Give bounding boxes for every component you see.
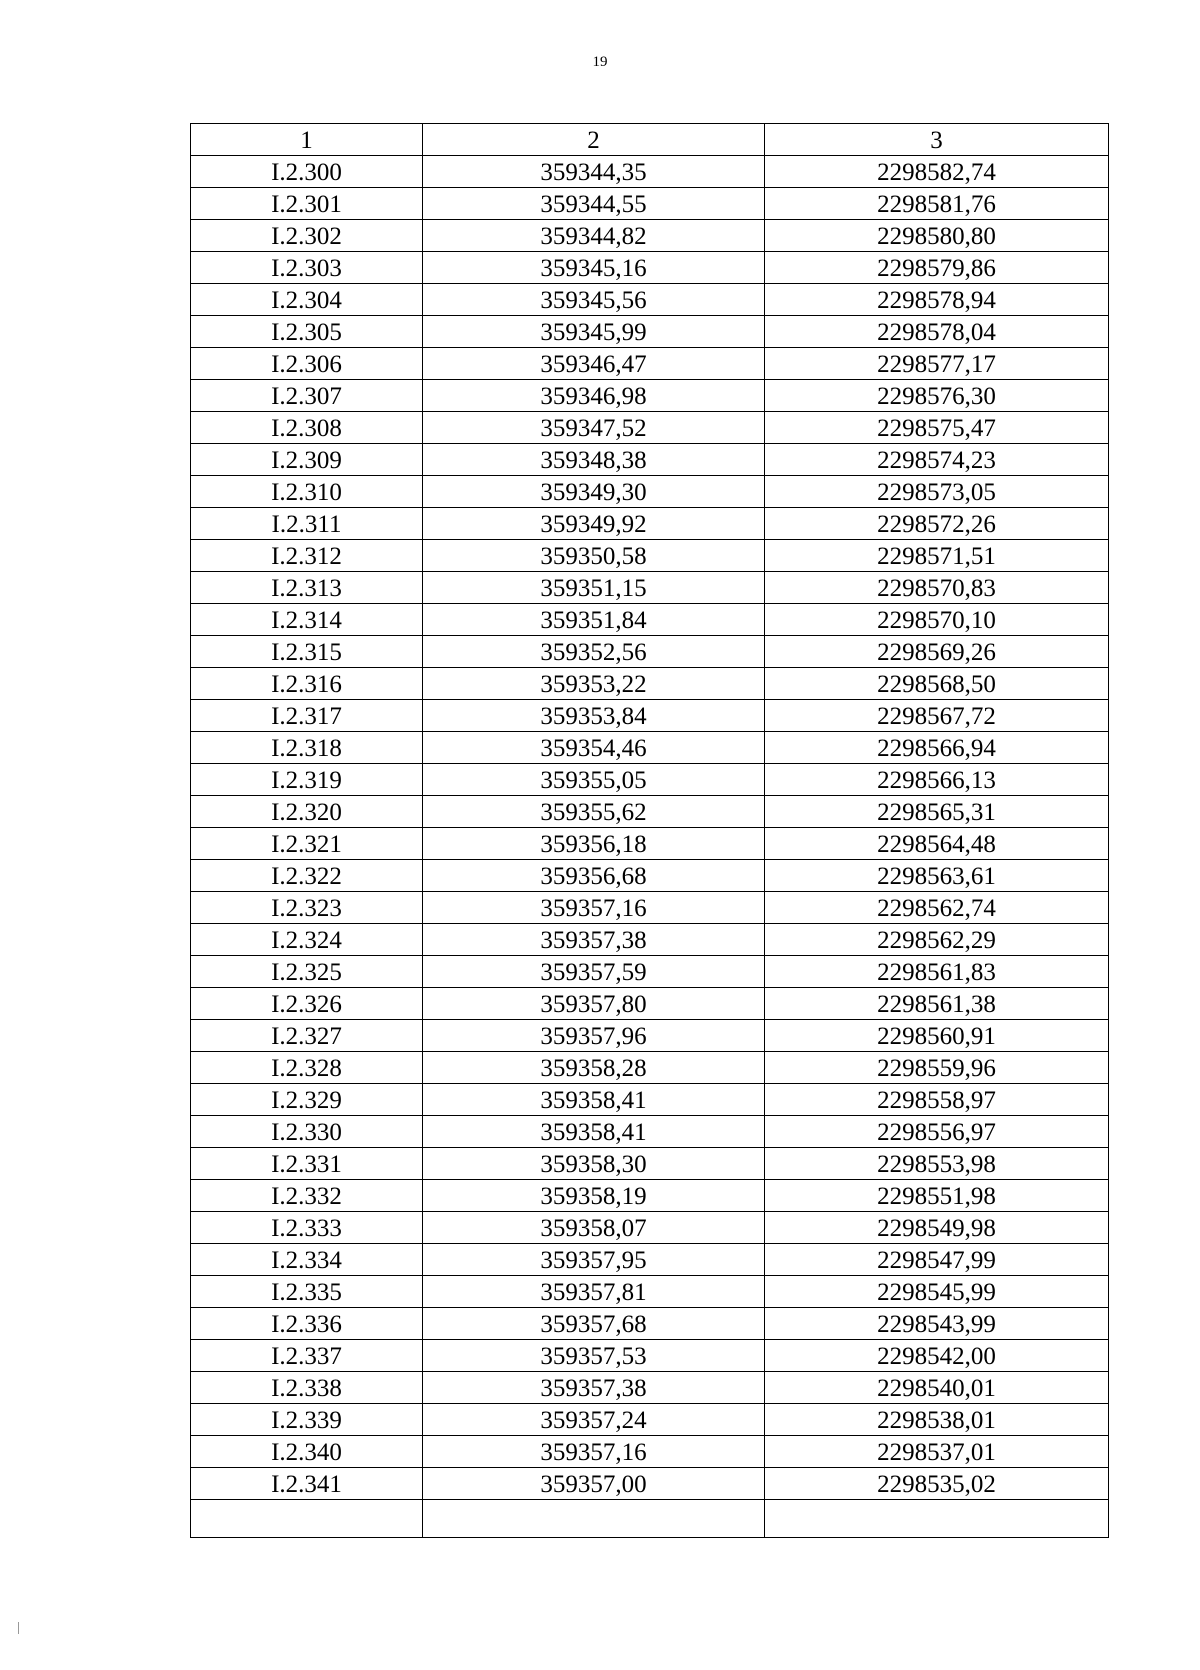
table-row [191,1372,1109,1404]
point-id-cell: I.2.320 [191,796,423,828]
table-row [191,540,1109,572]
coordinate-x-cell: 359357,80 [423,988,765,1020]
point-id-cell: I.2.308 [191,412,423,444]
point-id-cell: I.2.313 [191,572,423,604]
coordinate-y-cell: 2298574,23 [765,444,1109,476]
coordinate-y-cell: 2298575,47 [765,412,1109,444]
table-row [191,1340,1109,1372]
coordinate-x-cell: 359344,35 [423,156,765,188]
coordinate-x-cell: 359348,38 [423,444,765,476]
table-row [191,284,1109,316]
point-id-cell: I.2.335 [191,1276,423,1308]
point-id-cell: I.2.332 [191,1180,423,1212]
table-row [191,1404,1109,1436]
coordinate-y-cell: 2298576,30 [765,380,1109,412]
coordinate-y-cell: 2298540,01 [765,1372,1109,1404]
coordinate-y-cell: 2298566,94 [765,732,1109,764]
table-row [191,380,1109,412]
point-id-cell: I.2.328 [191,1052,423,1084]
coordinate-y-cell: 2298543,99 [765,1308,1109,1340]
table-row [191,796,1109,828]
coordinate-x-cell: 359350,58 [423,540,765,572]
point-id-cell: I.2.312 [191,540,423,572]
table-row [191,1180,1109,1212]
empty-cell [191,1500,423,1538]
point-id-cell: I.2.325 [191,956,423,988]
coordinate-x-cell: 359355,05 [423,764,765,796]
coordinate-y-cell: 2298538,01 [765,1404,1109,1436]
coordinate-y-cell: 2298562,29 [765,924,1109,956]
coordinate-y-cell: 2298535,02 [765,1468,1109,1500]
coordinate-y-cell: 2298547,99 [765,1244,1109,1276]
point-id-cell: I.2.303 [191,252,423,284]
table-row [191,220,1109,252]
point-id-cell: I.2.304 [191,284,423,316]
coordinate-y-cell: 2298569,26 [765,636,1109,668]
coordinate-x-cell: 359357,38 [423,924,765,956]
table-row [191,1084,1109,1116]
coordinate-y-cell: 2298578,04 [765,316,1109,348]
coordinate-y-cell: 2298567,72 [765,700,1109,732]
scan-artifact-mark [18,1622,19,1634]
coordinate-y-cell: 2298558,97 [765,1084,1109,1116]
column-header-1: 1 [191,124,423,156]
coordinate-y-cell: 2298542,00 [765,1340,1109,1372]
coordinate-y-cell: 2298573,05 [765,476,1109,508]
coordinate-y-cell: 2298577,17 [765,348,1109,380]
coordinate-x-cell: 359358,41 [423,1116,765,1148]
coordinate-y-cell: 2298572,26 [765,508,1109,540]
coordinate-y-cell: 2298551,98 [765,1180,1109,1212]
point-id-cell: I.2.319 [191,764,423,796]
coordinate-x-cell: 359353,84 [423,700,765,732]
coordinate-x-cell: 359357,16 [423,1436,765,1468]
point-id-cell: I.2.305 [191,316,423,348]
table-row [191,572,1109,604]
point-id-cell: I.2.334 [191,1244,423,1276]
point-id-cell: I.2.311 [191,508,423,540]
table-row [191,252,1109,284]
coordinate-y-cell: 2298568,50 [765,668,1109,700]
table-row [191,348,1109,380]
point-id-cell: I.2.339 [191,1404,423,1436]
point-id-cell: I.2.327 [191,1020,423,1052]
coordinate-x-cell: 359347,52 [423,412,765,444]
coordinate-y-cell: 2298562,74 [765,892,1109,924]
coordinate-x-cell: 359357,00 [423,1468,765,1500]
table-row [191,668,1109,700]
coordinate-y-cell: 2298580,80 [765,220,1109,252]
coordinate-y-cell: 2298561,38 [765,988,1109,1020]
point-id-cell: I.2.306 [191,348,423,380]
coordinate-y-cell: 2298553,98 [765,1148,1109,1180]
coordinate-y-cell: 2298549,98 [765,1212,1109,1244]
point-id-cell: I.2.341 [191,1468,423,1500]
table-row [191,828,1109,860]
empty-table-row [191,1500,1109,1538]
table-row [191,860,1109,892]
empty-cell [765,1500,1109,1538]
table-row [191,1052,1109,1084]
table-row [191,892,1109,924]
coordinate-y-cell: 2298582,74 [765,156,1109,188]
point-id-cell: I.2.300 [191,156,423,188]
point-id-cell: I.2.331 [191,1148,423,1180]
point-id-cell: I.2.315 [191,636,423,668]
header-row [191,124,1109,156]
coordinate-x-cell: 359357,96 [423,1020,765,1052]
coordinate-y-cell: 2298545,99 [765,1276,1109,1308]
coordinate-x-cell: 359345,16 [423,252,765,284]
column-header-3: 3 [765,124,1109,156]
point-id-cell: I.2.338 [191,1372,423,1404]
coordinate-x-cell: 359352,56 [423,636,765,668]
coordinate-x-cell: 359358,28 [423,1052,765,1084]
coordinate-x-cell: 359345,99 [423,316,765,348]
column-header-2: 2 [423,124,765,156]
point-id-cell: I.2.301 [191,188,423,220]
coordinate-x-cell: 359353,22 [423,668,765,700]
table-header [191,124,1109,156]
coordinate-x-cell: 359344,82 [423,220,765,252]
point-id-cell: I.2.318 [191,732,423,764]
coordinate-x-cell: 359358,07 [423,1212,765,1244]
coordinate-y-cell: 2298556,97 [765,1116,1109,1148]
coordinate-x-cell: 359357,53 [423,1340,765,1372]
coordinate-y-cell: 2298563,61 [765,860,1109,892]
coordinate-x-cell: 359356,68 [423,860,765,892]
coordinate-x-cell: 359358,19 [423,1180,765,1212]
table-row [191,1276,1109,1308]
coordinate-x-cell: 359351,15 [423,572,765,604]
point-id-cell: I.2.336 [191,1308,423,1340]
table-row [191,444,1109,476]
coordinate-y-cell: 2298579,86 [765,252,1109,284]
coordinate-y-cell: 2298571,51 [765,540,1109,572]
table-row [191,636,1109,668]
point-id-cell: I.2.323 [191,892,423,924]
table-row [191,508,1109,540]
table-row [191,316,1109,348]
coordinate-x-cell: 359357,95 [423,1244,765,1276]
coordinate-y-cell: 2298560,91 [765,1020,1109,1052]
coordinate-y-cell: 2298566,13 [765,764,1109,796]
coordinate-x-cell: 359345,56 [423,284,765,316]
coordinate-x-cell: 359355,62 [423,796,765,828]
coordinates-table [190,123,1109,1538]
table-row [191,1308,1109,1340]
point-id-cell: I.2.329 [191,1084,423,1116]
table-row [191,956,1109,988]
table-row [191,764,1109,796]
coordinate-x-cell: 359346,47 [423,348,765,380]
coordinate-x-cell: 359349,30 [423,476,765,508]
point-id-cell: I.2.324 [191,924,423,956]
coordinate-x-cell: 359357,59 [423,956,765,988]
coordinate-y-cell: 2298561,83 [765,956,1109,988]
table-row [191,1116,1109,1148]
coordinate-x-cell: 359356,18 [423,828,765,860]
coordinate-y-cell: 2298537,01 [765,1436,1109,1468]
coordinate-y-cell: 2298570,83 [765,572,1109,604]
point-id-cell: I.2.302 [191,220,423,252]
point-id-cell: I.2.314 [191,604,423,636]
table-row [191,1020,1109,1052]
coordinate-x-cell: 359357,38 [423,1372,765,1404]
empty-cell [423,1500,765,1538]
coordinate-x-cell: 359358,41 [423,1084,765,1116]
table-row [191,1244,1109,1276]
point-id-cell: I.2.326 [191,988,423,1020]
coordinate-y-cell: 2298581,76 [765,188,1109,220]
point-id-cell: I.2.310 [191,476,423,508]
coordinate-y-cell: 2298578,94 [765,284,1109,316]
point-id-cell: I.2.321 [191,828,423,860]
point-id-cell: I.2.333 [191,1212,423,1244]
coordinate-x-cell: 359344,55 [423,188,765,220]
coordinate-x-cell: 359357,68 [423,1308,765,1340]
table-row [191,604,1109,636]
table-row [191,156,1109,188]
point-id-cell: I.2.330 [191,1116,423,1148]
table-row [191,476,1109,508]
coordinate-x-cell: 359354,46 [423,732,765,764]
coordinate-x-cell: 359357,81 [423,1276,765,1308]
table-row [191,1436,1109,1468]
coordinate-x-cell: 359358,30 [423,1148,765,1180]
table-row [191,412,1109,444]
coordinate-x-cell: 359357,24 [423,1404,765,1436]
point-id-cell: I.2.307 [191,380,423,412]
coordinate-x-cell: 359346,98 [423,380,765,412]
coordinate-y-cell: 2298570,10 [765,604,1109,636]
coordinate-x-cell: 359349,92 [423,508,765,540]
table-body [191,156,1109,1538]
point-id-cell: I.2.340 [191,1436,423,1468]
table-row [191,700,1109,732]
point-id-cell: I.2.322 [191,860,423,892]
point-id-cell: I.2.316 [191,668,423,700]
coordinate-x-cell: 359357,16 [423,892,765,924]
table-row [191,1148,1109,1180]
table-row [191,188,1109,220]
point-id-cell: I.2.309 [191,444,423,476]
coordinate-y-cell: 2298565,31 [765,796,1109,828]
coordinate-y-cell: 2298564,48 [765,828,1109,860]
coordinate-y-cell: 2298559,96 [765,1052,1109,1084]
table-row [191,924,1109,956]
page-number: 19 [592,54,608,70]
point-id-cell: I.2.337 [191,1340,423,1372]
table-row [191,1468,1109,1500]
coordinate-x-cell: 359351,84 [423,604,765,636]
point-id-cell: I.2.317 [191,700,423,732]
table-row [191,732,1109,764]
table-row [191,1212,1109,1244]
table-row [191,988,1109,1020]
